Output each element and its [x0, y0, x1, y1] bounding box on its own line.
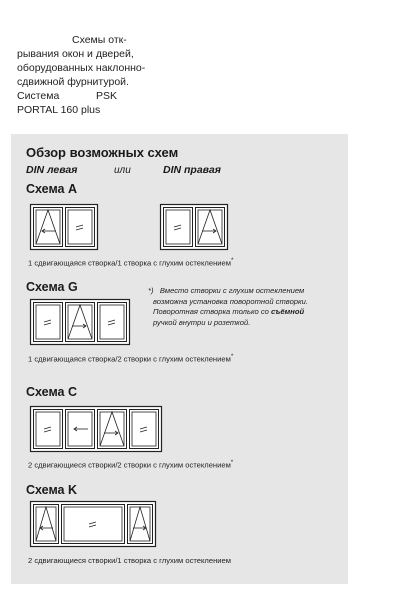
or-label: или — [114, 165, 131, 176]
scheme-g-caption — [28, 353, 233, 364]
caption-text: 2 сдвигающиеся створки/2 створки с глухим остеклением — [28, 460, 231, 470]
footnote-line: ручкой внутри и розеткой. — [153, 317, 251, 327]
footnote-star: * — [230, 459, 234, 466]
footnote-line: Поворотная створка только со — [153, 307, 269, 316]
scheme-c-diagram — [30, 406, 162, 452]
caption-text: 2 сдвигающиеся створки/1 створка с глухим остеклением — [28, 556, 231, 565]
scheme-g-title: Схема G — [26, 280, 78, 294]
scheme-a-right-diagram — [160, 204, 228, 250]
intro-line: PORTAL 160 plus — [17, 104, 101, 116]
footnote-emphasis: съёмной — [271, 307, 305, 316]
intro-line: оборудованных наклонно- — [17, 62, 146, 74]
footnote-marker: *) — [148, 286, 154, 295]
scheme-c-title: Схема C — [26, 385, 77, 399]
overview-title: Обзор возможных схем — [26, 145, 179, 160]
intro-line: рывания окон и дверей, — [17, 48, 134, 60]
intro-line: Схемы отк- — [72, 34, 127, 46]
scheme-a-title: Схема A — [26, 182, 77, 196]
scheme-k-diagram — [30, 501, 156, 547]
scheme-k-title: Схема K — [26, 483, 77, 497]
din-left-label: DIN левая — [26, 164, 78, 176]
din-right-label: DIN правая — [163, 164, 221, 176]
footnote — [148, 286, 348, 328]
scheme-a-left-diagram — [30, 204, 98, 250]
scheme-c-caption — [28, 459, 233, 470]
intro-text — [17, 33, 157, 117]
caption-text: 1 сдвигающаяся створка/1 створка с глухим остеклением — [28, 258, 231, 268]
intro-line: PSK — [96, 90, 118, 102]
scheme-k-caption — [28, 556, 231, 565]
scheme-a-caption — [28, 257, 233, 268]
intro-line: Система — [17, 90, 60, 102]
footnote-line: Вместо створки с глухим остеклением — [159, 286, 305, 295]
intro-line: сдвижной фурнитурой. — [17, 76, 129, 88]
caption-text: 1 сдвигающаяся створка/2 створки с глухим остеклением — [28, 354, 231, 364]
footnote-star: * — [230, 257, 234, 264]
footnote-star: * — [230, 353, 234, 360]
footnote-line: возможна установка поворотной створки. — [153, 296, 308, 306]
scheme-g-diagram — [30, 299, 130, 345]
